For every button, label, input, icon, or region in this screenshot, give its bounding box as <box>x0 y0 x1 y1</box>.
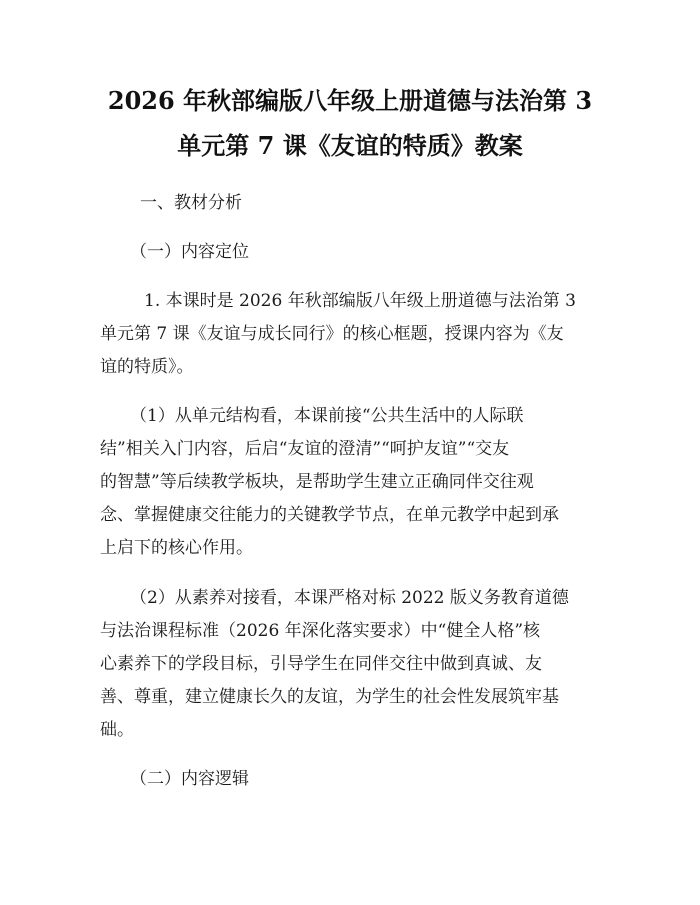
paragraph-3-line-3: 心素养下的学段目标，引导学生在同伴交往中做到真诚、友 <box>100 654 542 674</box>
paragraph-2-line-1: （1）从单元结构看，本课前接“公共生活中的人际联 <box>130 406 524 426</box>
paragraph-3-line-2: 与法治课程标准（2026 年深化落实要求）中“健全人格”核 <box>100 621 541 641</box>
paragraph-1-line-3: 谊的特质》。 <box>100 357 194 377</box>
paragraph-3-line-5: 础。 <box>100 720 134 740</box>
subsection-heading-content-logic: （二）内容逻辑 <box>130 769 249 789</box>
paragraph-2-line-3: 的智慧”等后续教学板块，是帮助学生建立正确同伴交往观 <box>100 472 534 492</box>
paragraph-2-line-5: 上启下的核心作用。 <box>100 538 253 558</box>
section-heading-textbook-analysis: 一、教材分析 <box>140 193 242 213</box>
paragraph-2-line-4: 念、掌握健康交往能力的关键教学节点，在单元教学中起到承 <box>100 505 559 525</box>
paragraph-1-line-2: 单元第 7 课《友谊与成长同行》的核心框题，授课内容为《友 <box>100 324 564 344</box>
paragraph-2-line-2: 结”相关入门内容，后启“友谊的澄清”“呵护友谊”“交友 <box>100 439 510 459</box>
document-title-line-2: 单元第 7 课《友谊的特质》教案 <box>177 131 523 160</box>
paragraph-3-line-1: （2）从素养对接看，本课严格对标 2022 版义务教育道德 <box>130 588 569 608</box>
paragraph-1-line-1: 1. 本课时是 2026 年秋部编版八年级上册道德与法治第 3 <box>144 291 576 311</box>
document-title-line-1: 2026 年秋部编版八年级上册道德与法治第 3 <box>107 86 593 115</box>
paragraph-3-line-4: 善、尊重，建立健康长久的友谊，为学生的社会性发展筑牢基 <box>100 687 559 707</box>
subsection-heading-content-positioning: （一）内容定位 <box>130 242 249 262</box>
